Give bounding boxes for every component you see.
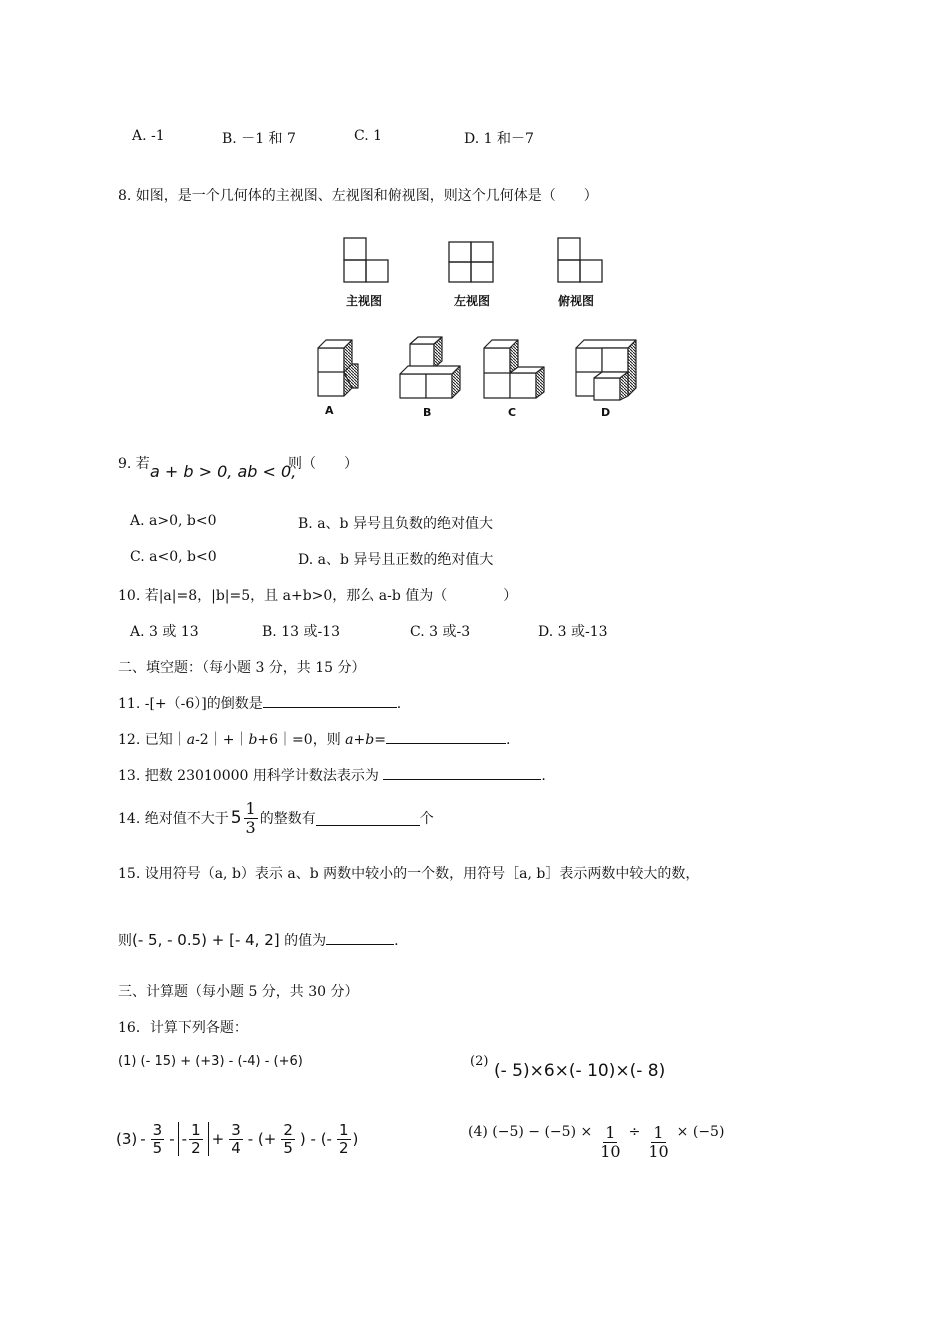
q15-expression: (- 5, - 0.5) + [- 4, 2] <box>132 931 280 949</box>
q16-p3-frac-3 <box>229 1122 243 1156</box>
q7-option-a: A. -1 <box>132 128 165 144</box>
left-view-label: 左视图 <box>454 294 491 308</box>
q10-option-b: B. 13 或-13 <box>262 624 340 640</box>
q10-option-c: C. 3 或-3 <box>410 624 471 640</box>
q15-end: . <box>394 933 399 949</box>
q16-part-2-expr: (- 5)×6×(- 10)×(- 8) <box>494 1061 666 1081</box>
frac-den: 10 <box>600 1141 621 1161</box>
q16-p4-label: (4) (−5) − (−5) × <box>468 1124 593 1141</box>
q14-end: 个 <box>419 811 434 828</box>
q9-option-c: C. a<0, b<0 <box>130 549 217 565</box>
q9-prefix: 9. 若 <box>118 456 150 472</box>
q12-mid2: +6｜=0，则 <box>257 732 346 748</box>
main-view-drawing <box>344 238 388 282</box>
choice-c-shape <box>484 340 544 398</box>
q13-text: 13. 把数 23010000 用科学计数法表示为 <box>118 768 379 784</box>
q14-fraction <box>244 800 258 836</box>
q12-eq: = <box>374 732 386 748</box>
q11-answer-blank[interactable] <box>263 693 397 708</box>
frac-den: 5 <box>152 1138 163 1157</box>
choice-b-label: B <box>423 406 432 419</box>
q11-line <box>118 693 401 713</box>
q16-p4-frac-2 <box>646 1124 670 1160</box>
q9-option-d: D. a、b 异号且正数的绝对值大 <box>298 552 494 568</box>
frac-num: 1 <box>191 1121 201 1139</box>
q16-p3-frac-1 <box>151 1122 165 1156</box>
q14-suffix: 的整数有 <box>259 811 316 828</box>
q16-p4-tail: × (−5) <box>676 1124 725 1141</box>
q16-p3-abs: - $\frac{1}{2}$ <box>178 1122 209 1156</box>
frac-num: 1 <box>338 1121 349 1139</box>
q15-prefix: 则 <box>118 933 132 949</box>
q16-part-3: (3) - $\frac{3}{5}$ - - $\frac{1}{2}$ + $\frac{3}{4}$ - (+ $\frac{2}{5}$ ) - (- $\frac{1}{2}$ ) <box>116 1121 359 1157</box>
q16-part-1: (1) (- 15) + (+3) - (-4) - (+6) <box>118 1054 303 1069</box>
choice-b-shape <box>400 337 460 398</box>
q16-part-4 <box>468 1124 724 1160</box>
frac-num: 3 <box>152 1121 163 1139</box>
frac-den: 10 <box>648 1141 669 1161</box>
q9-condition: a + b > 0, ab < 0, <box>150 462 297 481</box>
frac-num: 1 <box>653 1123 664 1142</box>
q12-line <box>118 729 510 749</box>
choice-c-label: C <box>508 406 517 419</box>
cube-choices-figure <box>306 334 646 406</box>
q16-p4-frac-1 <box>598 1124 622 1160</box>
top-view-label: 俯视图 <box>558 294 595 308</box>
q16-p3-frac-4 <box>281 1122 295 1156</box>
q7-option-c: C. 1 <box>354 128 383 144</box>
choice-a-shape <box>318 340 358 396</box>
top-view-drawing <box>558 238 602 282</box>
left-view-drawing <box>449 242 493 282</box>
frac-num: 1 <box>605 1123 616 1142</box>
q9-option-b: B. a、b 异号且负数的绝对值大 <box>298 516 493 532</box>
q11-end: . <box>396 696 402 712</box>
q15-suffix: 的值为 <box>284 933 327 949</box>
choice-d-shape <box>576 340 636 400</box>
q13-end: . <box>541 768 546 784</box>
q12-expr: a+b <box>345 732 375 748</box>
q15-line1: 15. 设用符号（a, b）表示 a、b 两数中较小的一个数，用符号［a, b］表示两数中较大的数， <box>118 866 700 882</box>
choice-d-label: D <box>601 406 611 419</box>
q11-text: 11. -[+（-6）]的倒数是 <box>118 696 263 712</box>
q15-answer-blank[interactable] <box>326 930 394 945</box>
frac-num: 3 <box>231 1121 241 1139</box>
choice-a-label: A <box>325 404 334 417</box>
q12-var-a: a <box>186 732 196 748</box>
q9-option-a: A. a>0, b<0 <box>130 513 217 529</box>
q15-line2 <box>118 930 399 950</box>
q14-whole: 5 <box>230 808 242 829</box>
q10-option-a: A. 3 或 13 <box>130 624 199 640</box>
main-view-label: 主视图 <box>346 294 383 308</box>
frac-den: 2 <box>338 1138 349 1157</box>
q16-title: 16．计算下列各题： <box>118 1020 248 1036</box>
q13-answer-blank[interactable] <box>383 765 541 780</box>
q14-den: 3 <box>245 817 256 837</box>
q9-suffix: 则（ ） <box>288 456 358 472</box>
q12-end: . <box>505 732 511 748</box>
q7-option-d: D. 1 和－7 <box>464 131 534 147</box>
frac-den: 5 <box>283 1138 293 1157</box>
q14-answer-blank[interactable] <box>316 811 420 826</box>
q12-mid1: -2｜+｜ <box>195 732 249 748</box>
frac-den: 4 <box>231 1138 241 1157</box>
section-2-title: 二、填空题：（每小题 3 分，共 15 分） <box>118 660 366 676</box>
q13-line <box>118 765 546 785</box>
q16-p3-frac-2 <box>189 1122 203 1156</box>
q14-line <box>118 800 434 836</box>
q16-p3-frac-5 <box>337 1122 351 1156</box>
q12-var-b: b <box>248 732 258 748</box>
section-3-title: 三、计算题（每小题 5 分，共 30 分） <box>118 984 359 1000</box>
q14-num: 1 <box>245 799 256 818</box>
q16-p4-div: ÷ <box>628 1124 641 1141</box>
q16-p3-label: (3) <box>116 1130 138 1148</box>
q10-option-d: D. 3 或-13 <box>538 624 608 640</box>
q7-option-b: B. －1 和 7 <box>222 131 296 147</box>
q14-prefix: 14. 绝对值不大于 <box>118 811 229 828</box>
q12-prefix: 12. 已知｜ <box>118 732 187 748</box>
q16-part-2-label: (2) <box>470 1054 489 1069</box>
q8-stem: 8. 如图，是一个几何体的主视图、左视图和俯视图，则这个几何体是（ ） <box>118 188 598 204</box>
q12-answer-blank[interactable] <box>386 729 506 744</box>
frac-num: 2 <box>283 1121 293 1139</box>
q10-stem: 10. 若|a|=8，|b|=5，且 a+b>0，那么 a-b 值为（ ） <box>118 588 518 604</box>
frac-den: 2 <box>191 1138 201 1157</box>
